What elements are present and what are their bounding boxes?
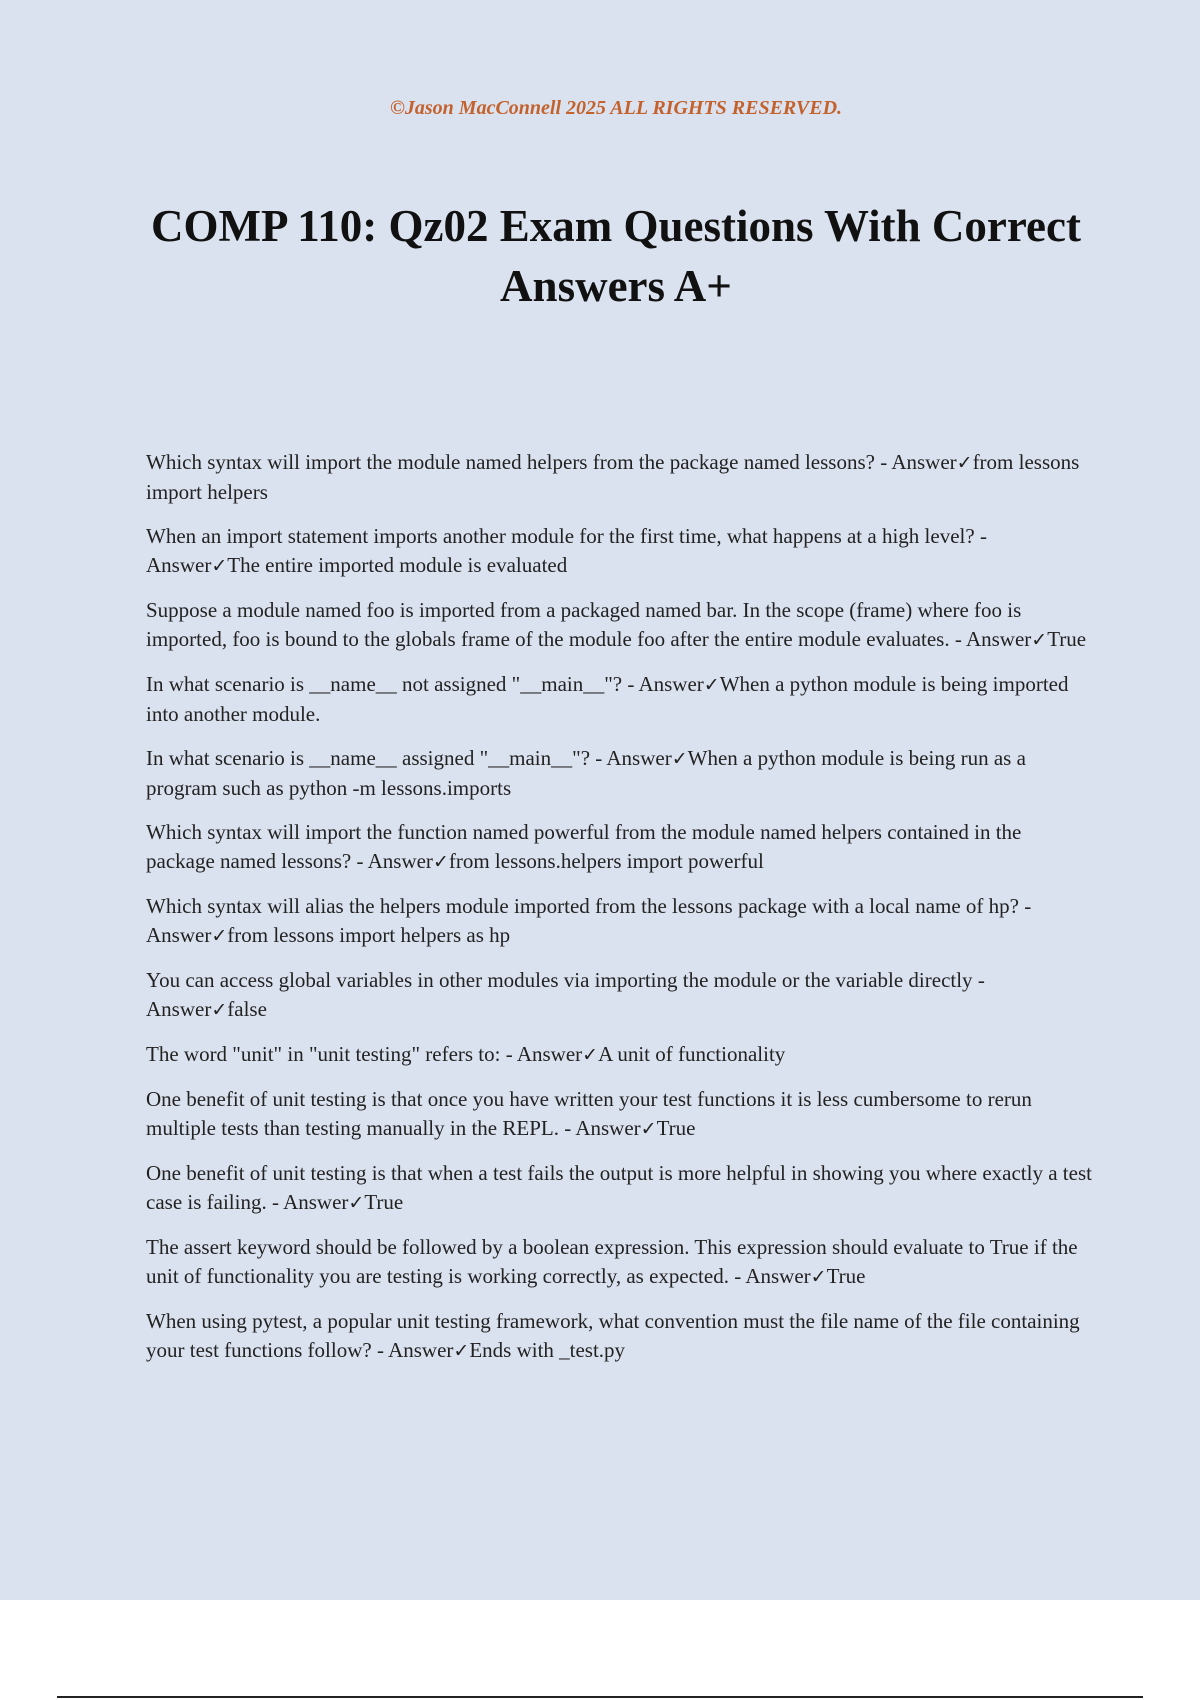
answer-text: from lessons import helpers as hp <box>227 923 511 947</box>
answer-separator: - <box>974 524 992 548</box>
qa-item <box>146 1233 1094 1292</box>
answer-separator: - <box>266 1190 284 1214</box>
check-icon: ✓ <box>211 999 228 1021</box>
answer-label: Answer <box>745 1264 811 1288</box>
qa-item <box>146 744 1094 803</box>
question-text: Which syntax will import the function named powerful from the module named helpers contained in the package named lessons? <box>146 820 1022 873</box>
check-icon: ✓ <box>671 748 688 770</box>
check-icon: ✓ <box>211 555 228 577</box>
answer-text: from lessons.helpers import powerful <box>448 849 764 873</box>
question-text: In what scenario is __name__ assigned "__main__"? <box>146 746 591 770</box>
question-text: The assert keyword should be followed by a boolean expression. This expression should evaluate to True if the unit of functionality you are testing is working correctly, as expected. <box>146 1235 1078 1288</box>
answer-text: True <box>1047 627 1087 651</box>
answer-text: True <box>364 1190 404 1214</box>
answer-label: Answer <box>965 627 1032 651</box>
answer-separator: - <box>351 849 368 873</box>
check-icon: ✓ <box>348 1192 365 1214</box>
answer-label: Answer <box>638 672 704 696</box>
answer-label: Answer <box>516 1042 583 1066</box>
check-icon: ✓ <box>1031 629 1048 651</box>
check-icon: ✓ <box>956 452 973 474</box>
qa-item <box>146 1159 1094 1218</box>
check-icon: ✓ <box>582 1044 599 1066</box>
answer-label: Answer <box>367 849 433 873</box>
answer-separator: - <box>1019 894 1036 918</box>
question-text: One benefit of unit testing is that once you have written your test functions it is less cumbersome to rerun multiple tests than testing manually in the REPL. <box>146 1087 1032 1140</box>
answer-separator: - <box>874 450 892 474</box>
check-icon: ✓ <box>432 851 449 873</box>
question-text: The word "unit" in "unit testing" refers to: <box>146 1042 501 1066</box>
answer-separator: - <box>622 672 639 696</box>
qa-item <box>146 818 1094 877</box>
question-text: Which syntax will import the module named helpers from the package named lessons? <box>146 450 875 474</box>
answer-text: When a python module is being run as a program such as python -m lessons.imports <box>146 746 1026 800</box>
answer-text: false <box>227 997 267 1021</box>
footer-rule <box>57 1696 1143 1698</box>
answer-separator: - <box>558 1116 576 1140</box>
question-text: One benefit of unit testing is that when a test fails the output is more helpful in showing you where exactly a test case is failing. <box>146 1161 1092 1214</box>
answer-text: A unit of functionality <box>598 1042 786 1066</box>
qa-item <box>146 448 1094 507</box>
answer-separator: - <box>590 746 607 770</box>
qa-item <box>146 966 1094 1025</box>
answer-label: Answer <box>575 1116 641 1140</box>
answer-separator: - <box>500 1042 517 1066</box>
qa-item <box>146 522 1094 581</box>
qa-item <box>146 1040 1094 1070</box>
question-text: You can access global variables in other modules via importing the module or the variable directly <box>146 968 973 992</box>
answer-separator: - <box>972 968 989 992</box>
question-text: In what scenario is __name__ not assigned "__main__"? <box>146 672 623 696</box>
check-icon: ✓ <box>453 1340 470 1362</box>
check-icon: ✓ <box>703 674 720 696</box>
copyright-notice: ©Jason MacConnell 2025 ALL RIGHTS RESERVED. <box>389 97 843 119</box>
document-title: COMP 110: Qz02 Exam Questions With Correct Answers A+ <box>151 201 1081 311</box>
qa-list <box>146 448 1094 1381</box>
qa-item <box>146 1085 1094 1144</box>
answer-separator: - <box>949 627 966 651</box>
answer-label: Answer <box>606 746 672 770</box>
check-icon: ✓ <box>640 1118 657 1140</box>
answer-label: Answer <box>146 923 212 947</box>
answer-text: from lessons import helpers <box>146 450 1080 504</box>
qa-item <box>146 892 1094 951</box>
answer-text: The entire imported module is evaluated <box>227 553 568 577</box>
answer-separator: - <box>371 1338 389 1362</box>
answer-label: Answer <box>891 450 957 474</box>
question-text: Which syntax will alias the helpers module imported from the lessons package with a local name of hp? <box>146 894 1019 918</box>
answer-label: Answer <box>146 997 212 1021</box>
answer-text: Ends with _test.py <box>469 1338 626 1362</box>
question-text: When using pytest, a popular unit testing framework, what convention must the file name of the file containing your test functions follow? <box>146 1309 1080 1362</box>
question-text: Suppose a module named foo is imported from a packaged named bar. In the scope (frame) where foo is imported, foo is bound to the globals frame of the module foo after the entire module evaluates. <box>146 598 1022 651</box>
answer-separator: - <box>728 1264 746 1288</box>
answer-text: When a python module is being imported into another module. <box>146 672 1069 726</box>
question-text: When an import statement imports another module for the first time, what happens at a high level? <box>146 524 975 548</box>
answer-text: True <box>656 1116 696 1140</box>
answer-label: Answer <box>388 1338 454 1362</box>
qa-item <box>146 1307 1094 1366</box>
check-icon: ✓ <box>211 925 228 947</box>
qa-item <box>146 670 1094 729</box>
check-icon: ✓ <box>810 1266 827 1288</box>
answer-label: Answer <box>146 553 212 577</box>
qa-item <box>146 596 1094 655</box>
answer-label: Answer <box>283 1190 349 1214</box>
answer-text: True <box>826 1264 866 1288</box>
